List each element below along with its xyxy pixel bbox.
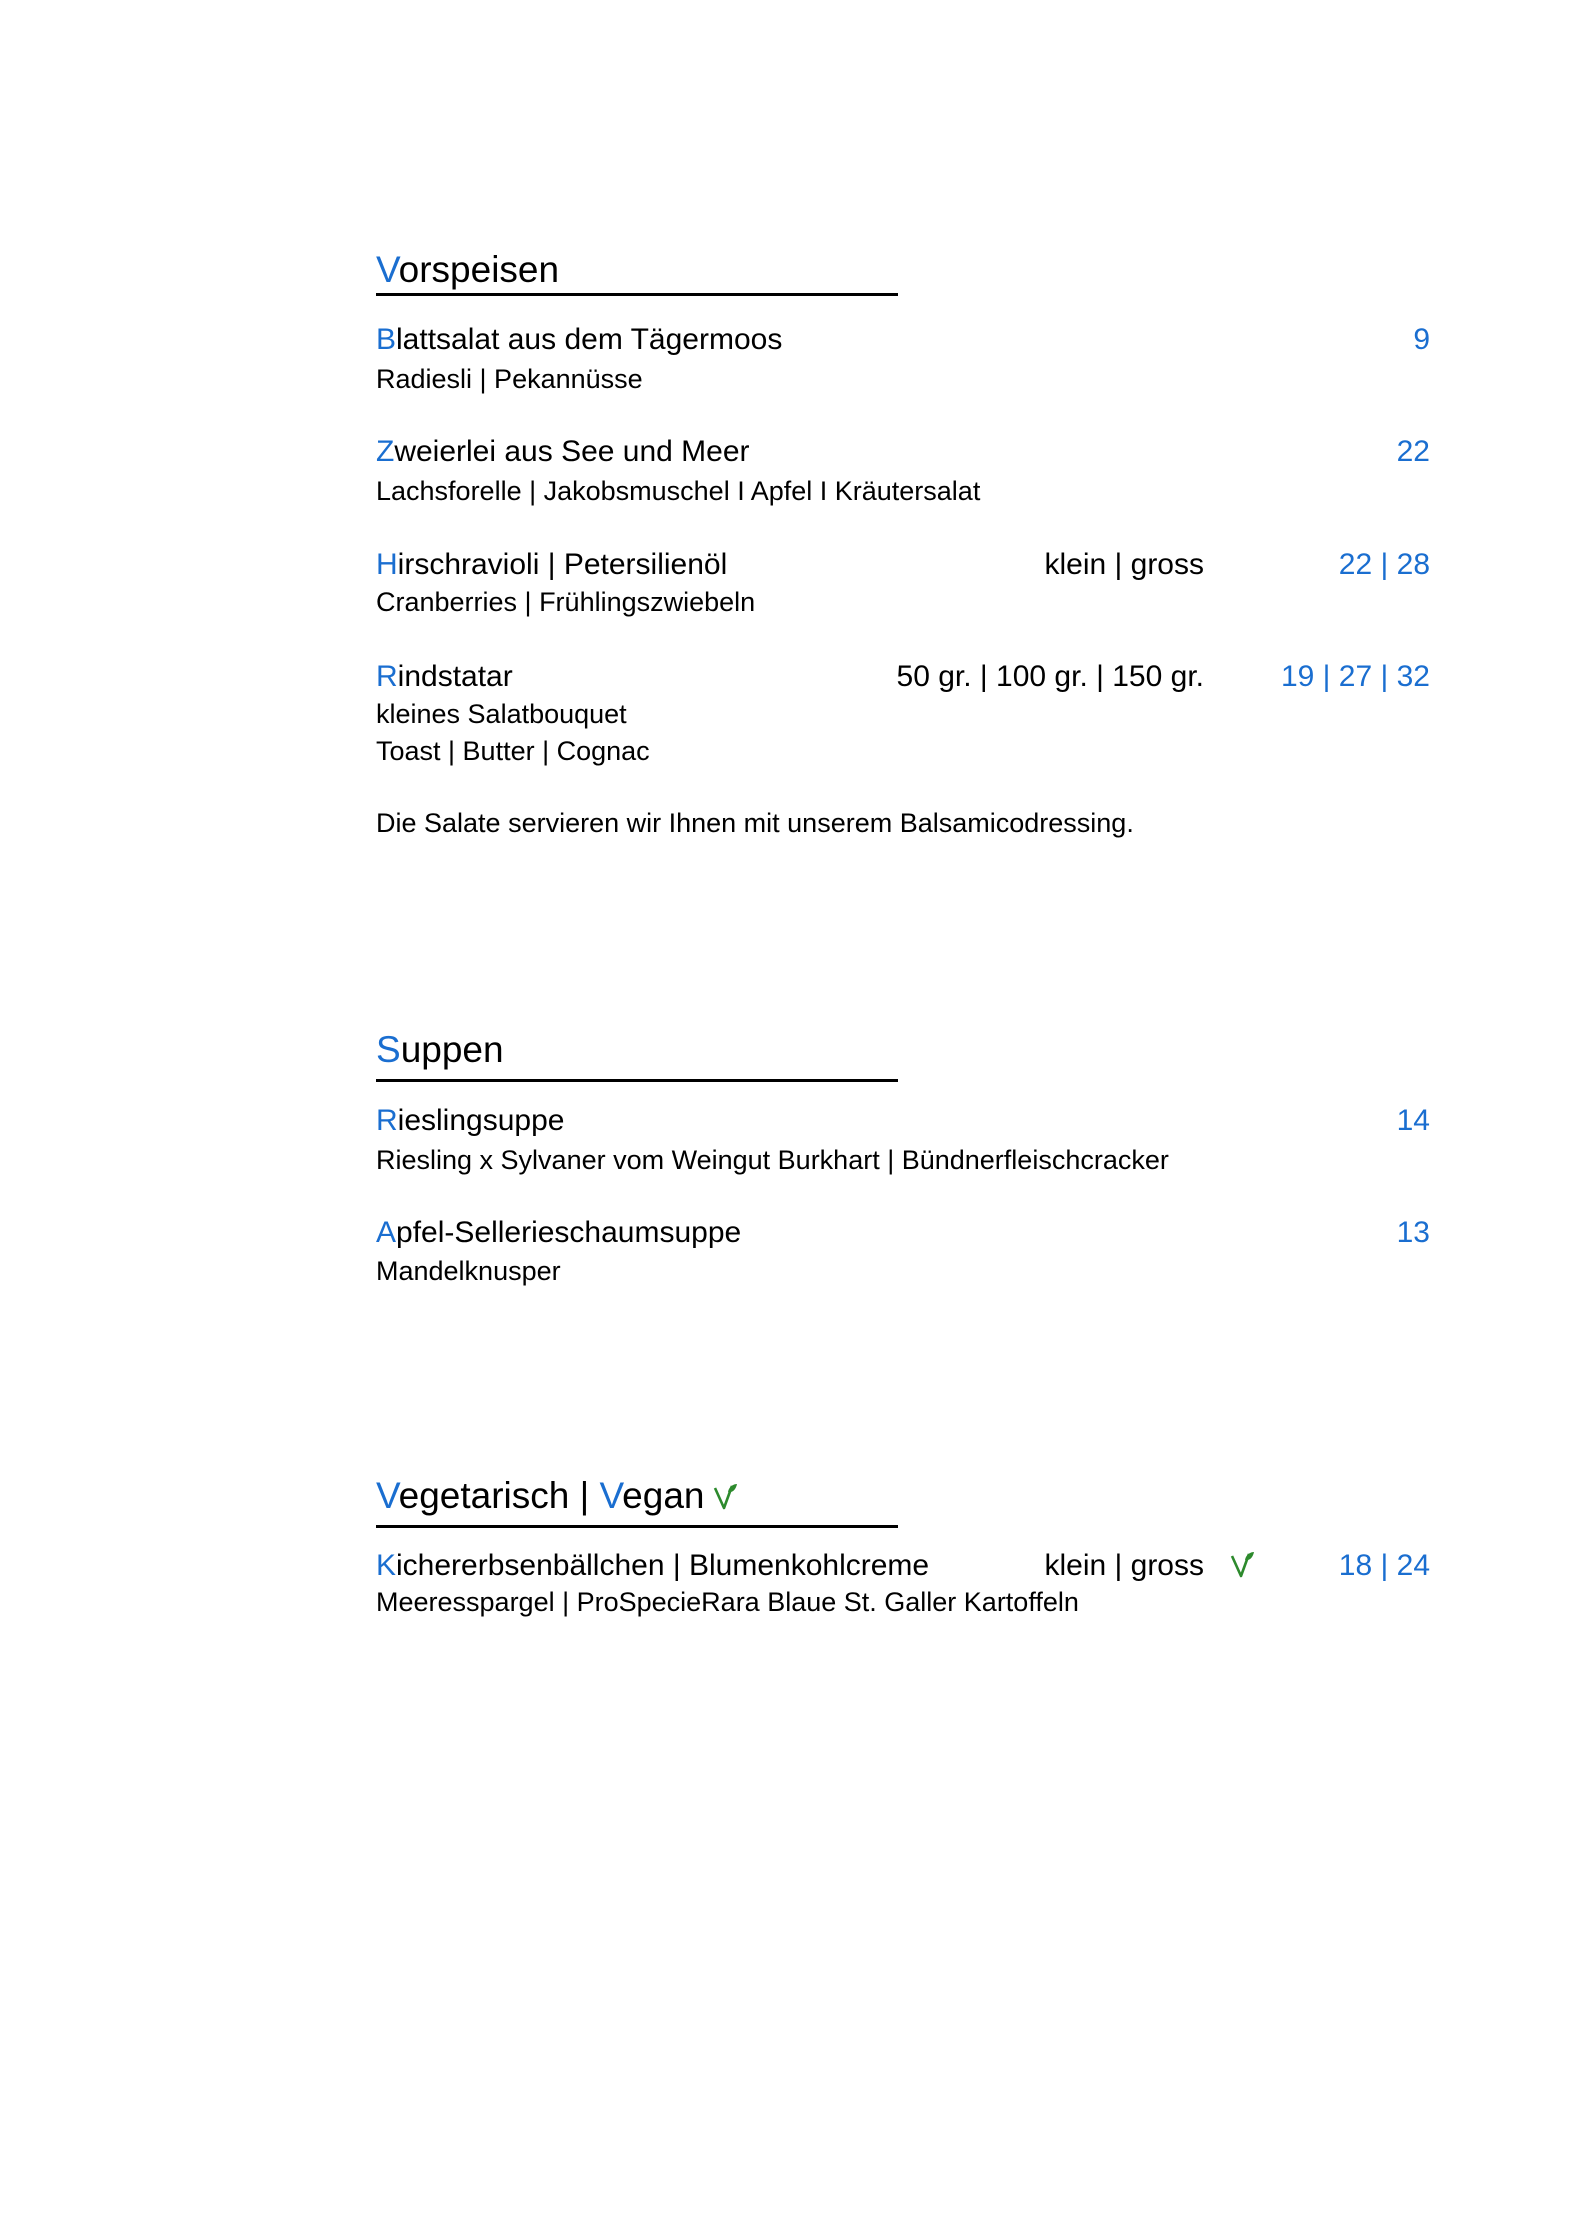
menu-item-price: 13 — [1396, 1216, 1430, 1249]
menu-item-price: 18 | 24 — [1338, 1549, 1430, 1582]
section-title-rest: uppen — [400, 1029, 504, 1070]
section-title-rest: egan — [622, 1475, 705, 1516]
menu-item-name — [376, 1103, 564, 1139]
menu-item-description: Mandelknusper — [376, 1256, 561, 1286]
menu-item-price: 22 — [1396, 435, 1430, 468]
menu-item-description: Meeresspargel | ProSpecieRara Blaue St. Galler Kartoffeln — [376, 1587, 1079, 1617]
menu-item-initial: K — [376, 1549, 397, 1582]
section-title-initial: S — [376, 1029, 401, 1070]
menu-item-size: 50 gr. | 100 gr. | 150 gr. — [896, 660, 1204, 693]
section-divider — [376, 1079, 898, 1082]
menu-item-initial: R — [376, 660, 398, 693]
menu-item-name-rest: pfel-Sellerieschaumsuppe — [396, 1216, 742, 1249]
menu-note: Die Salate servieren wir Ihnen mit unserem Balsamicodressing. — [376, 808, 1134, 838]
menu-item-name — [376, 547, 727, 583]
section-title-vegetarisch-vegan — [376, 1474, 738, 1522]
menu-item-description: kleines Salatbouquet — [376, 699, 627, 729]
menu-item-name-rest: ieslingsuppe — [397, 1104, 565, 1137]
section-title-initial: V — [599, 1475, 623, 1516]
menu-item-size: klein | gross — [1044, 1549, 1204, 1582]
section-divider — [376, 293, 898, 296]
menu-item-initial: B — [376, 323, 397, 356]
menu-item-name-rest: indstatar — [397, 660, 513, 693]
menu-item-name-rest: lattsalat aus dem Tägermoos — [396, 323, 783, 356]
menu-item-name — [376, 1548, 929, 1584]
menu-item-price: 22 | 28 — [1338, 548, 1430, 581]
vegan-leaf-icon — [1229, 1550, 1255, 1585]
section-title-rest: egetarisch | — [398, 1475, 600, 1516]
section-title-suppen — [376, 1028, 504, 1072]
menu-item-description: Lachsforelle | Jakobsmuschel I Apfel I Kräutersalat — [376, 476, 981, 506]
menu-item-initial: H — [376, 548, 398, 581]
menu-item-name — [376, 659, 513, 695]
vegan-leaf-icon — [712, 1478, 738, 1522]
menu-item-name-rest: weierlei aus See und Meer — [394, 435, 750, 468]
menu-item-name-rest: irschravioli | Petersilienöl — [397, 548, 728, 581]
menu-item-price: 19 | 27 | 32 — [1280, 660, 1430, 693]
menu-item-price: 9 — [1413, 323, 1430, 356]
menu-item-name — [376, 434, 750, 470]
menu-item-name — [376, 322, 782, 358]
menu-item-description: Riesling x Sylvaner vom Weingut Burkhart | Bündnerfleischcracker — [376, 1145, 1169, 1175]
menu-item-name-rest: ichererbsenbällchen | Blumenkohlcreme — [396, 1549, 930, 1582]
menu-item-initial: R — [376, 1104, 398, 1137]
menu-item-price: 14 — [1396, 1104, 1430, 1137]
menu-item-description: Cranberries | Frühlingszwiebeln — [376, 587, 756, 617]
menu-item-initial: A — [376, 1216, 397, 1249]
menu-item-description: Radiesli | Pekannüsse — [376, 364, 643, 394]
menu-item-description: Toast | Butter | Cognac — [376, 736, 650, 766]
menu-item-name — [376, 1215, 741, 1251]
section-title-initial: V — [376, 1475, 399, 1516]
section-divider — [376, 1525, 898, 1528]
menu-item-initial: Z — [376, 435, 395, 468]
section-title-vorspeisen — [376, 248, 559, 292]
menu-item-size: klein | gross — [1044, 548, 1204, 581]
section-title-initial: V — [376, 249, 399, 290]
section-title-rest: orspeisen — [398, 249, 560, 290]
